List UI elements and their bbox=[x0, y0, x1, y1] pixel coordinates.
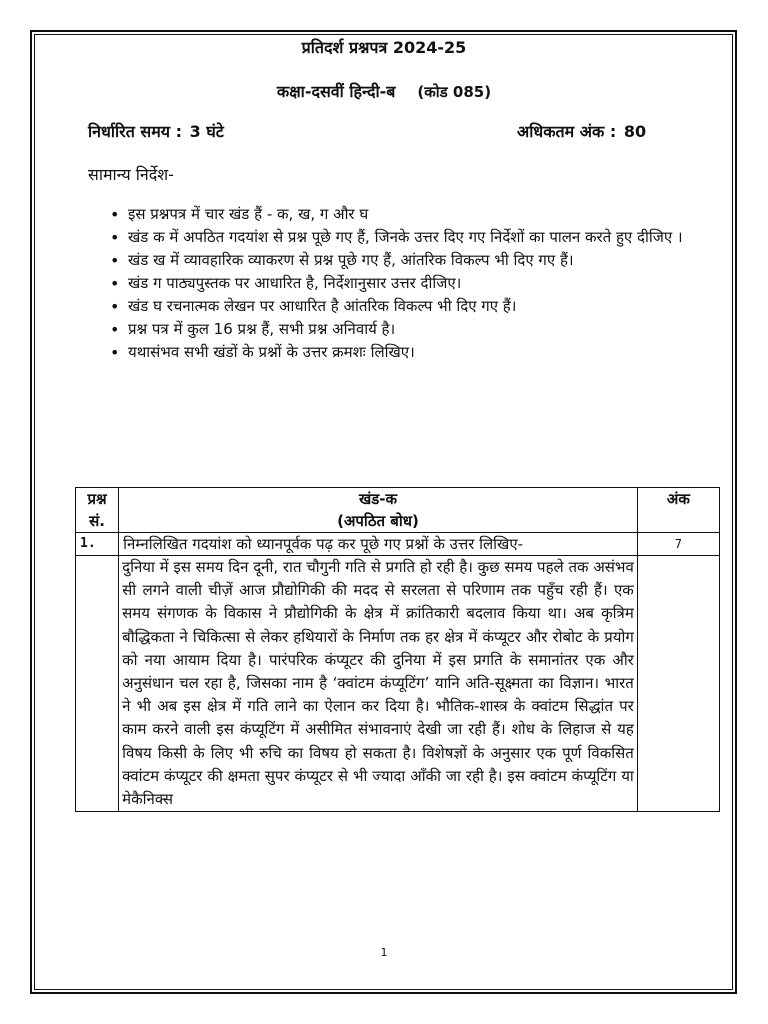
instructions-list bbox=[110, 204, 700, 365]
time-value: 3 घंटे bbox=[189, 122, 224, 141]
question-table bbox=[75, 487, 720, 812]
section-subtitle: (अपठित बोध) bbox=[337, 512, 419, 530]
qno-header-line2: सं. bbox=[89, 512, 105, 530]
passage-text: दुनिया में इस समय दिन दूनी, रात चौगुनी गति से प्रगति हो रही है। कुछ समय पहले तक असंभव सी लगने वाली चीज़ें आज प्रौद्योगिकी की मदद से सरलता से परिणाम तक पहुँच रही हैं। एक समय संगणक के विकास ने प्रौद्योगिकी के क्षेत्र में क्रांतिकारी बदलाव किया था। अब कृत्रिम बौद्धिकता ने चिकित्सा से लेकर हथियारों के निर्माण तक हर क्षेत्र में कंप्यूटर और रोबोट के प्रयोग को नया आयाम दिया है। पारंपरिक कंप्यूटर की दुनिया में इस प्रगति के समानांतर एक और अनुसंधान चल रहा है, जिसका नाम है ‘क्वांटम कंप्यूटिंग’ यानि अति-सूक्ष्मता का विज्ञान। भारत ने भी अब इस क्षेत्र में गति लाने का ऐलान कर दिया है। भौतिक-शास्त्र के क्वांटम सिद्धांत पर काम करने वाली इस कंप्यूटिंग में असीमित संभावनाएं देखी जा रही हैं। शोध के लिहाज से यह विषय किसी के लिए भी रुचि का विषय हो सकता है। विशेषज्ञों के अनुसार एक पूर्ण विकसित क्वांटम कंप्यूटर की क्षमता सुपर कंप्यूटर से भी ज्यादा आँकी जा रही है। इस क्वांटम कंप्यूटिंग या मेकैनिक्स bbox=[119, 556, 638, 812]
marks-header: अंक bbox=[637, 488, 719, 533]
empty-cell bbox=[637, 556, 719, 812]
question-marks: 7 bbox=[637, 533, 719, 556]
table-row bbox=[76, 533, 720, 556]
question-text: निम्नलिखित गदयांश को ध्यानपूर्वक पढ़ कर पूछे गए प्रश्नों के उत्तर लिखिए- bbox=[119, 533, 638, 556]
question-number: 1. bbox=[76, 533, 119, 556]
class-subject-line bbox=[0, 80, 768, 102]
section-title: खंड-क bbox=[358, 490, 397, 508]
instruction-item: • खंड ख में व्यावहारिक व्याकरण से प्रश्न पूछे गए हैं, आंतरिक विकल्प भी दिए गए हैं। bbox=[110, 250, 700, 271]
time-label: निर्धारित समय : bbox=[88, 122, 183, 141]
instruction-item: • खंड ग पाठ्यपुस्तक पर आधारित है, निर्देशानुसार उत्तर दीजिए। bbox=[110, 273, 700, 294]
marks-label: अधिकतम अंक : bbox=[517, 122, 617, 141]
paper-title: प्रतिदर्श प्रश्नपत्र 2024-25 bbox=[301, 38, 467, 57]
empty-cell bbox=[76, 556, 119, 812]
instruction-item: • खंड घ रचनात्मक लेखन पर आधारित है आंतरिक विकल्प भी दिए गए हैं। bbox=[110, 296, 700, 317]
instruction-item: • प्रश्न पत्र में कुल 16 प्रश्न हैं, सभी प्रश्न अनिवार्य है। bbox=[110, 319, 700, 340]
time-allowed bbox=[88, 120, 224, 142]
max-marks bbox=[517, 120, 646, 142]
page-number: 1 bbox=[380, 946, 388, 959]
class-subject: कक्षा-दसवीं हिन्दी-ब bbox=[276, 82, 396, 101]
instruction-item: • इस प्रश्नपत्र में चार खंड हैं - क, ख, ग और घ bbox=[110, 204, 700, 225]
instruction-item: • खंड क में अपठित गदयांश से प्रश्न पूछे गए हैं, जिनके उत्तर दिए गए निर्देशों का पालन करते हुए दीजिए । bbox=[110, 227, 700, 248]
table-row bbox=[76, 556, 720, 812]
instructions-heading: सामान्य निर्देश- bbox=[88, 165, 174, 184]
table-header-row bbox=[76, 488, 720, 533]
marks-value: 80 bbox=[623, 122, 647, 141]
subject-code: (कोड 085) bbox=[417, 83, 492, 101]
section-header bbox=[119, 488, 638, 533]
qno-header bbox=[76, 488, 119, 533]
instruction-item: • यथासंभव सभी खंडों के प्रश्नों के उत्तर क्रमशः लिखिए। bbox=[110, 342, 700, 363]
qno-header-line1: प्रश्न bbox=[87, 490, 107, 508]
